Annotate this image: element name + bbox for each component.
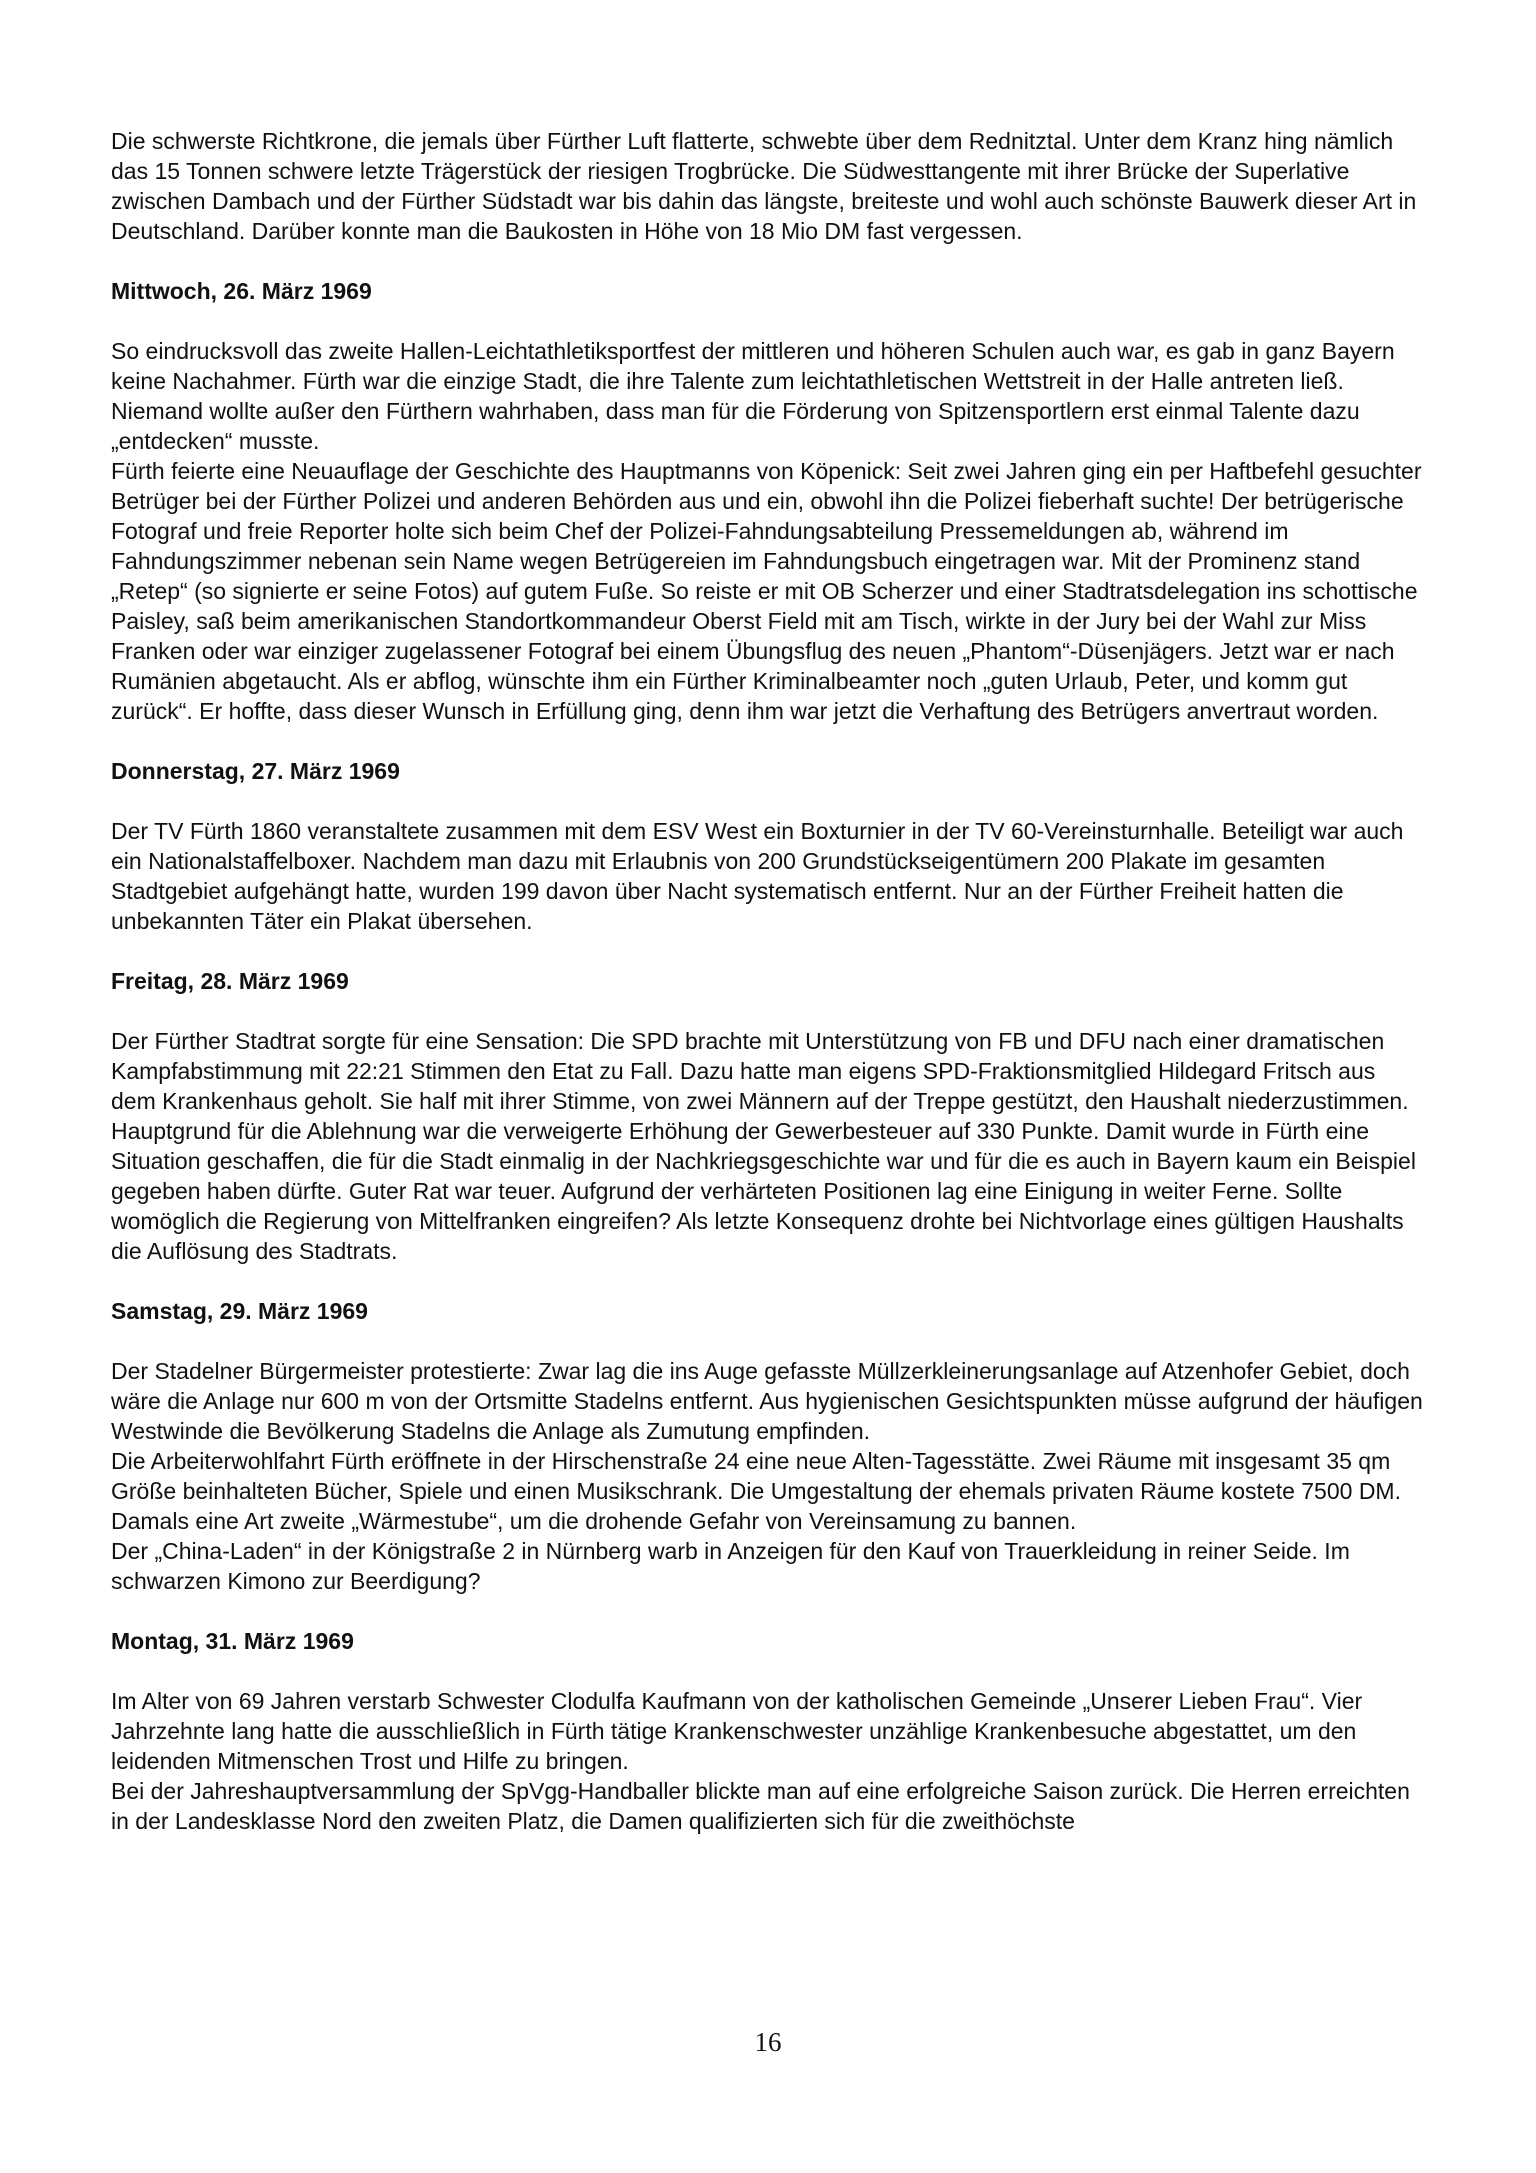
- body-paragraph: Bei der Jahreshauptversammlung der SpVgg-Handballer blickte man auf eine erfolgreiche Saison zurück. Die Herren erreichten in der Landesklasse Nord den zweiten Platz, die Damen qualifizierten sich für die zweithöchste: [111, 1778, 1410, 1834]
- body-paragraph: Die schwerste Richtkrone, die jemals über Fürther Luft flatterte, schwebte über dem Rednitztal. Unter dem Kranz hing nämlich das 15 Tonnen schwere letzte Trägerstück der riesigen Trogbrücke. Die Südwesttangente mit ihrer Brücke der Superlative zwischen Dambach und der Fürther Südstadt war bis dahin das längste, breiteste und wohl auch schönste Bauwerk dieser Art in Deutschland. Darüber konnte man die Baukosten in Höhe von 18 Mio DM fast vergessen.: [111, 128, 1417, 244]
- intro-paragraph-group: [111, 126, 1423, 246]
- body-paragraph: Der TV Fürth 1860 veranstaltete zusammen mit dem ESV West ein Boxturnier in der TV 60-Vereinsturnhalle. Beteiligt war auch ein Nationalstaffelboxer. Nachdem man dazu mit Erlaubnis von 200 Grundstückseigentümern 200 Plakate im gesamten Stadtgebiet aufgehängt hatte, wurden 199 davon über Nacht systematisch entfernt. Nur an der Fürther Freiheit hatten die unbekannten Täter ein Plakat übersehen.: [111, 818, 1404, 934]
- body-paragraph: Der „China-Laden“ in der Königstraße 2 in Nürnberg warb in Anzeigen für den Kauf von Trauerkleidung in reiner Seide. Im schwarzen Kimono zur Beerdigung?: [111, 1538, 1350, 1594]
- date-heading: Freitag, 28. März 1969: [111, 968, 349, 994]
- body-paragraph: Im Alter von 69 Jahren verstarb Schwester Clodulfa Kaufmann von der katholischen Gemeinde „Unserer Lieben Frau“. Vier Jahrzehnte lang hatte die ausschließlich in Fürth tätige Krankenschwester unzählige Krankenbesuche abgestattet, um den leidenden Mitmenschen Trost und Hilfe zu bringen.: [111, 1688, 1363, 1774]
- document-body: [111, 126, 1423, 1866]
- section-body: [111, 1356, 1423, 1596]
- section-body: [111, 1026, 1423, 1266]
- body-paragraph: So eindrucksvoll das zweite Hallen-Leichtathletiksportfest der mittleren und höheren Schulen auch war, es gab in ganz Bayern keine Nachahmer. Fürth war die einzige Stadt, die ihre Talente zum leichtathletischen Wettstreit in der Halle antreten ließ. Niemand wollte außer den Fürthern wahrhaben, dass man für die Förderung von Spitzensportlern erst einmal Talente dazu „entdecken“ musste.: [111, 338, 1395, 454]
- date-heading: Mittwoch, 26. März 1969: [111, 278, 372, 304]
- section-body: [111, 816, 1423, 936]
- date-heading: Donnerstag, 27. März 1969: [111, 758, 400, 784]
- page-number: 16: [754, 2027, 782, 2057]
- body-paragraph: Der Fürther Stadtrat sorgte für eine Sensation: Die SPD brachte mit Unterstützung von FB und DFU nach einer dramatischen Kampfabstimmung mit 22:21 Stimmen den Etat zu Fall. Dazu hatte man eigens SPD-Fraktionsmitglied Hildegard Fritsch aus dem Krankenhaus geholt. Sie half mit ihrer Stimme, von zwei Männern auf der Treppe gestützt, den Haushalt niederzustimmen. Hauptgrund für die Ablehnung war die verweigerte Erhöhung der Gewerbesteuer auf 330 Punkte. Damit wurde in Fürth eine Situation geschaffen, die für die Stadt einmalig in der Nachkriegsgeschichte war und für die es auch in Bayern kaum ein Beispiel gegeben haben dürfte. Guter Rat war teuer. Aufgrund der verhärteten Positionen lag eine Einigung in weiter Ferne. Sollte womöglich die Regierung von Mittelfranken eingreifen? Als letzte Konsequenz drohte bei Nichtvorlage eines gültigen Haushalts die Auflösung des Stadtrats.: [111, 1028, 1416, 1264]
- body-paragraph: Der Stadelner Bürgermeister protestierte: Zwar lag die ins Auge gefasste Müllzerkleinerungsanlage auf Atzenhofer Gebiet, doch wäre die Anlage nur 600 m von der Ortsmitte Stadelns entfernt. Aus hygienischen Gesichtspunkten müsse aufgrund der häufigen Westwinde die Bevölkerung Stadelns die Anlage als Zumutung empfinden.: [111, 1358, 1423, 1444]
- body-paragraph: Die Arbeiterwohlfahrt Fürth eröffnete in der Hirschenstraße 24 eine neue Alten-Tagesstätte. Zwei Räume mit insgesamt 35 qm Größe beinhalteten Bücher, Spiele und einen Musikschrank. Die Umgestaltung der ehemals privaten Räume kostete 7500 DM. Damals eine Art zweite „Wärmestube“, um die drohende Gefahr von Vereinsamung zu bannen.: [111, 1448, 1401, 1534]
- section-body: [111, 336, 1423, 726]
- body-paragraph: Fürth feierte eine Neuauflage der Geschichte des Hauptmanns von Köpenick: Seit zwei Jahren ging ein per Haftbefehl gesuchter Betrüger bei der Fürther Polizei und anderen Behörden aus und ein, obwohl ihn die Polizei fieberhaft suchte! Der betrügerische Fotograf und freie Reporter holte sich beim Chef der Polizei-Fahndungsabteilung Pressemeldungen ab, während im Fahndungszimmer nebenan sein Name wegen Betrügereien im Fahndungsbuch eingetragen war. Mit der Prominenz stand „Retep“ (so signierte er seine Fotos) auf gutem Fuße. So reiste er mit OB Scherzer und einer Stadtratsdelegation ins schottische Paisley, saß beim amerikanischen Standortkommandeur Oberst Field mit am Tisch, wirkte in der Jury bei der Wahl zur Miss Franken oder war einziger zugelassener Fotograf bei einem Übungsflug des neuen „Phantom“-Düsenjägers. Jetzt war er nach Rumänien abgetaucht. Als er abflog, wünschte ihm ein Fürther Kriminalbeamter noch „guten Urlaub, Peter, und komm gut zurück“. Er hoffte, dass dieser Wunsch in Erfüllung ging, denn ihm war jetzt die Verhaftung des Betrügers anvertraut worden.: [111, 458, 1422, 724]
- date-heading: Montag, 31. März 1969: [111, 1628, 354, 1654]
- section-body: [111, 1686, 1423, 1836]
- date-heading: Samstag, 29. März 1969: [111, 1298, 368, 1324]
